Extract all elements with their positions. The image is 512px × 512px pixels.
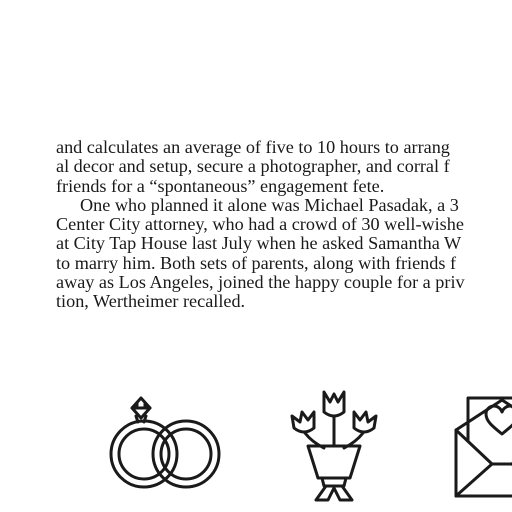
article-line: at City Tap House last July when he asked Samantha W [56, 233, 462, 254]
article-line: away as Los Angeles, joined the happy couple for a priv [56, 272, 465, 293]
article-line: friends for a “spontaneous” engagement fete. [56, 175, 385, 196]
article-body [56, 138, 512, 312]
article-line: Center City attorney, who had a crowd of 30 well-wishe [56, 214, 464, 235]
love-letter-icon [452, 394, 512, 500]
article-line: and calculates an average of five to 10 hours to arrang [56, 137, 450, 157]
wedding-rings-icon [104, 394, 228, 500]
article-line-paragraph-start: One who planned it alone was Michael Pasadak, a 3 [80, 194, 459, 215]
article-line: al decor and setup, secure a photographer, and corral f [56, 156, 450, 177]
article-line: to marry him. Both sets of parents, along with friends f [56, 252, 457, 273]
tulip-bouquet-icon [286, 388, 382, 504]
article-line: tion, Wertheimer recalled. [56, 291, 246, 312]
